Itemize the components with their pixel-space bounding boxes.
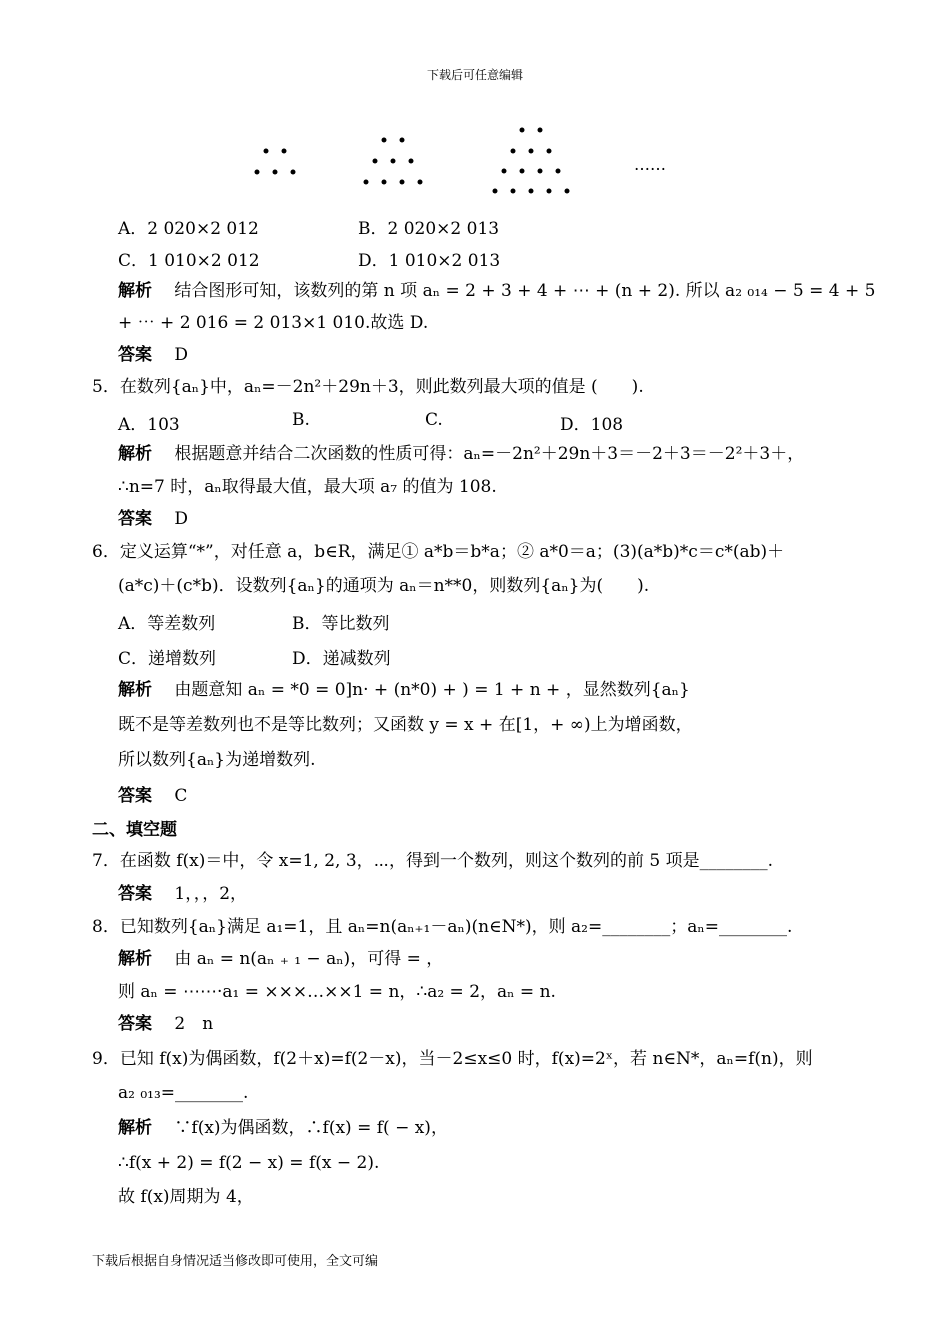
- dot: [364, 180, 369, 185]
- dot: [418, 180, 423, 185]
- dot: [511, 189, 516, 194]
- q6-solution-line1: [118, 679, 690, 701]
- dot: [520, 169, 525, 174]
- q4-option-a: A．2 020×2 012: [118, 219, 259, 239]
- page-header: 下载后可任意编辑: [426, 68, 523, 82]
- q6-option-c: C．递增数列: [118, 649, 217, 669]
- q6-solution-text1: 由题意知 aₙ = *0 = 0]n· + (n*0) + ) = 1 + n + ，显然数列{aₙ}: [174, 680, 690, 700]
- q7-answer-value: 1，，，2，: [174, 884, 248, 904]
- q9-solution-label: 解析: [118, 1118, 152, 1138]
- dot: [373, 159, 378, 164]
- q5-option-b: B.: [292, 410, 310, 430]
- page-footer: 下载后根据自身情况适当修改即可使用，全文可编: [92, 1254, 379, 1269]
- q5-answer-label: 答案: [118, 509, 152, 529]
- q9-solution-text1: ∵f(x)为偶函数，∴f(x) = f( − x)，: [174, 1118, 448, 1138]
- q4-answer: [118, 344, 188, 366]
- q6-stem-line1: 6．定义运算“*”，对任意 a，b∈R，满足① a*b＝b*a；② a*0＝a；(3)(a*b)*c＝c*(ab)＋: [92, 542, 785, 562]
- q4-solution-text1: 结合图形可知，该数列的第 n 项 aₙ = 2 + 3 + 4 + ⋯ + (n + 2). 所以 a₂ ₀₁₄ − 5 = 4 + 5: [174, 281, 876, 301]
- dot: [273, 170, 278, 175]
- section-heading-fill-in: 二、填空题: [92, 820, 177, 840]
- q6-answer-label: 答案: [118, 786, 152, 806]
- q6-option-b: B．等比数列: [292, 614, 390, 634]
- q6-option-d: D．递减数列: [292, 649, 391, 669]
- q6-option-a: A．等差数列: [118, 614, 216, 634]
- dot: [382, 138, 387, 143]
- q6-solution-line2: 既不是等差数列也不是等比数列；又函数 y = x + 在[1，+ ∞)上为增函数，: [118, 715, 693, 735]
- q5-solution-label: 解析: [118, 444, 152, 464]
- dot: [547, 189, 552, 194]
- dot: [400, 138, 405, 143]
- q7-stem: 7．在函数 f(x)＝中，令 x=1, 2, 3，⋯，得到一个数列，则这个数列的前 5 项是________.: [92, 851, 773, 871]
- dot: [565, 189, 570, 194]
- dot: [538, 169, 543, 174]
- q6-answer: [118, 785, 187, 807]
- q6-stem-line2: (a*c)＋(c*b)．设数列{aₙ}的通项为 aₙ＝n**0，则数列{aₙ}为( ).: [118, 576, 650, 596]
- q6-solution-line3: 所以数列{aₙ}为递增数列.: [118, 750, 316, 770]
- q5-answer-value: D: [174, 509, 189, 529]
- q8-stem: 8．已知数列{aₙ}满足 a₁=1，且 aₙ=n(aₙ₊₁－aₙ)(n∈N*)，则 a₂=________；aₙ=________.: [92, 917, 793, 937]
- dot: [493, 189, 498, 194]
- dot-pattern-figure: [0, 120, 950, 200]
- q8-answer: [118, 1013, 213, 1035]
- q8-solution-line1: [118, 948, 443, 970]
- q4-solution-label: 解析: [118, 281, 152, 301]
- dot: [529, 189, 534, 194]
- dot: [400, 180, 405, 185]
- q5-solution-text1: 根据题意并结合二次函数的性质可得：aₙ=－2n²＋29n＋3＝－2＋3＝－2²＋3＋，: [174, 444, 805, 464]
- q4-solution-line1: [118, 280, 875, 302]
- q4-option-d: D．1 010×2 013: [358, 251, 501, 271]
- q9-stem-line2: a₂ ₀₁₃=________.: [118, 1083, 249, 1103]
- q9-solution-line3: 故 f(x)周期为 4，: [118, 1187, 254, 1207]
- q4-answer-value: D: [174, 345, 189, 365]
- dot: [282, 149, 287, 154]
- q8-answer-value: 2 n: [174, 1014, 214, 1034]
- q4-answer-label: 答案: [118, 345, 152, 365]
- dot: [556, 169, 561, 174]
- q6-solution-label: 解析: [118, 680, 152, 700]
- q5-option-c: C.: [425, 410, 443, 430]
- q4-option-c: C．1 010×2 012: [118, 251, 260, 271]
- q5-option-a: A．103: [118, 415, 180, 435]
- dot: [255, 170, 260, 175]
- q8-solution-line2: 则 aₙ = ⋯⋯·a₁ = ×××…××1 = n，∴a₂ = 2，aₙ = n.: [118, 982, 556, 1002]
- q4-solution-line2: + ⋯ + 2 016 = 2 013×1 010.故选 D.: [118, 313, 429, 333]
- dot: [547, 149, 552, 154]
- q5-solution-line2: ∴n=7 时，aₙ取得最大值，最大项 a₇ 的值为 108.: [118, 477, 497, 497]
- q4-option-b: B．2 020×2 013: [358, 219, 500, 239]
- q9-solution-line2: ∴f(x + 2) = f(2 − x) = f(x − 2).: [118, 1153, 380, 1173]
- dot: [529, 149, 534, 154]
- q9-stem-line1: 9．已知 f(x)为偶函数，f(2＋x)=f(2－x)，当－2≤x≤0 时，f(x)=2ˣ，若 n∈N*，aₙ=f(n)，则: [92, 1049, 813, 1069]
- q8-solution-text1: 由 aₙ = n(aₙ ₊ ₁ − aₙ)，可得 = ，: [174, 949, 444, 969]
- q5-solution-line1: [118, 443, 804, 465]
- q5-stem: 5．在数列{aₙ}中，aₙ=－2n²＋29n＋3，则此数列最大项的值是 ( ).: [92, 377, 644, 397]
- dot: [502, 169, 507, 174]
- dot: [291, 170, 296, 175]
- dot: [520, 128, 525, 133]
- dot: [264, 149, 269, 154]
- dot: [391, 159, 396, 164]
- dot: [409, 159, 414, 164]
- q8-answer-label: 答案: [118, 1014, 152, 1034]
- q6-answer-value: C: [174, 786, 188, 806]
- q9-solution-line1: [118, 1117, 448, 1139]
- dot: [511, 149, 516, 154]
- dot: [382, 180, 387, 185]
- q8-solution-label: 解析: [118, 949, 152, 969]
- q5-answer: [118, 508, 188, 530]
- dot: [538, 128, 543, 133]
- q7-answer: [118, 883, 247, 905]
- q7-answer-label: 答案: [118, 884, 152, 904]
- q5-option-d: D．108: [560, 415, 624, 435]
- figure-ellipsis: ……: [634, 155, 666, 174]
